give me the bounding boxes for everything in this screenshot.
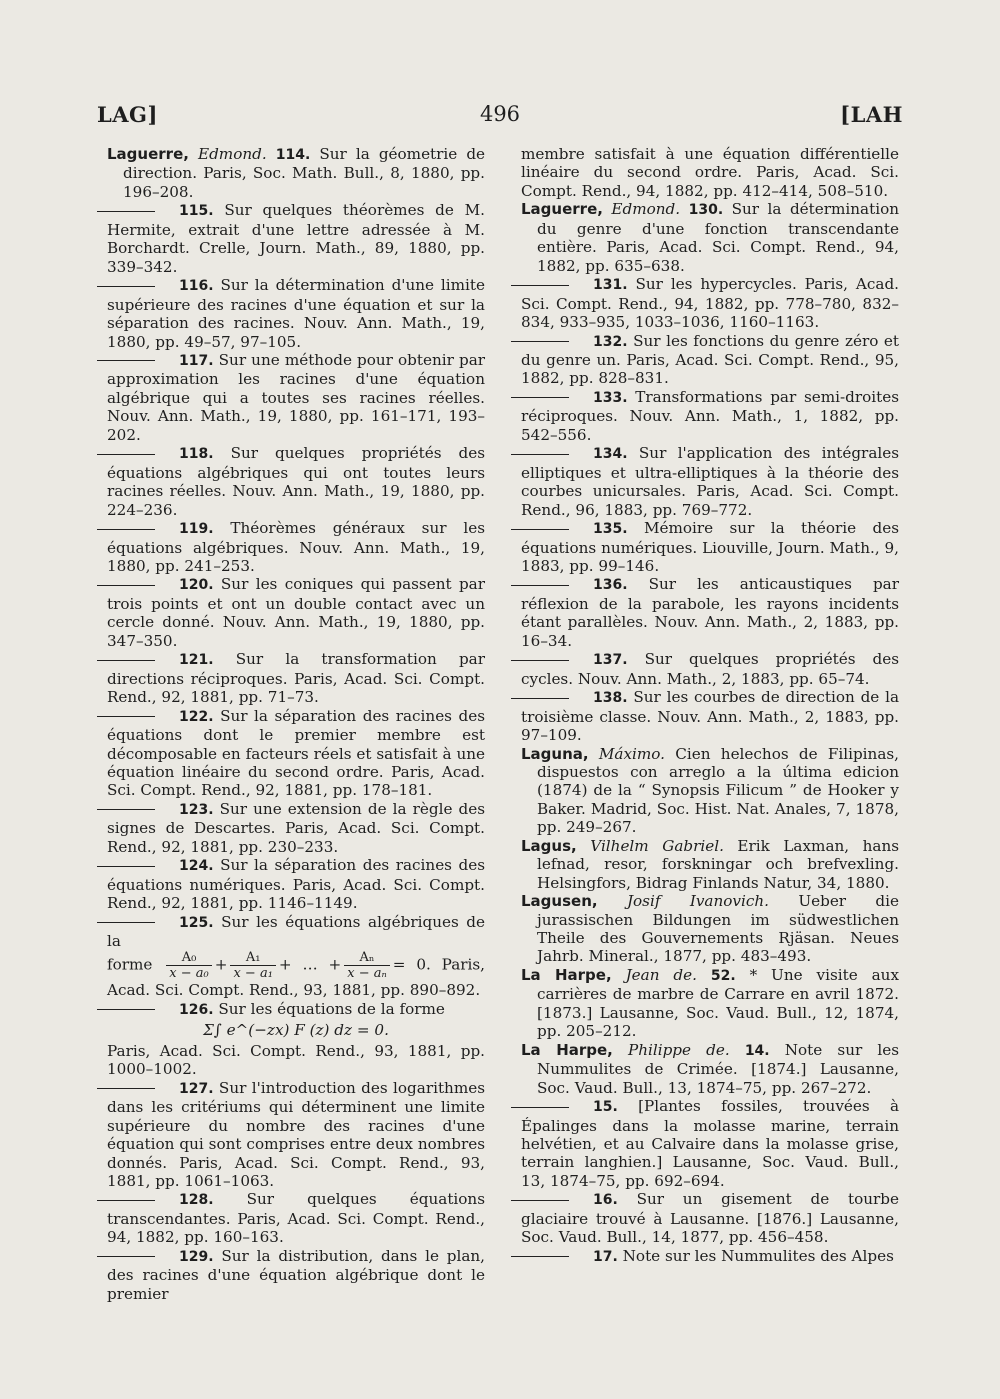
entry-number: 132. xyxy=(593,333,628,350)
entry-text: Cien helechos de Filipinas, dispuestos con arreglo a la última edicion (1874) de la “ Synopsis Filicum ” de Hooker y Baker. Madrid, Soc. Hist. Nat. Anales, 7, 1878, pp. 249–267. xyxy=(537,744,900,837)
ditto-dash xyxy=(97,211,155,212)
ditto-dash xyxy=(511,585,569,586)
bib-entry xyxy=(107,575,485,650)
entry-number: 129. xyxy=(179,1248,214,1265)
right-column xyxy=(521,145,899,1266)
entry-number: 118. xyxy=(179,446,214,463)
entry-text: Sur les coniques qui passent par trois points et ont un double contact avec un cercle donné. Nouv. Ann. Math., 19, 1880, pp. 347–350. xyxy=(107,575,485,650)
entry-number: 121. xyxy=(179,652,214,669)
bib-entry xyxy=(107,707,485,800)
entry-number: 14. xyxy=(744,1042,770,1059)
entry-text: Sur quelques équations transcendantes. Paris, Acad. Sci. Compt. Rend., 94, 1882, pp. 160–163. xyxy=(107,1190,485,1247)
entry-text: membre satisfait à une équation différentielle linéaire du second ordre. Paris, Acad. Sci. Compt. Rend., 94, 1882, pp. 412–414, 508–510. xyxy=(521,145,899,200)
bib-entry: 125. Sur les équations algébriques de la forme $\frac{\text{A₀}}{\text{x − a₀}}$ + $\frac{\text{A₁}}{\text{x − a₁}}$ + … + $\frac{\text{Aₙ}}{\text{x − aₙ}}$ = 0. Paris, Acad. Sci. Compt. Rend., 93, 1881, pp. 890–892. xyxy=(107,913,485,1000)
entry-text: [Plantes fossiles, trouvées à Épalinges dans la molasse marine, terrain helvétien, et au Calvaire dans la molasse grise, terrain langhien.] Lausanne, Soc. Vaud. Bull., 13, 1874–75, pp. 692–694. xyxy=(521,1097,900,1190)
bib-entry xyxy=(107,351,485,444)
entry-number: 114. xyxy=(275,147,311,163)
entry-number: 134. xyxy=(593,446,628,463)
entry-number: 136. xyxy=(593,577,628,594)
entry-number: 126. xyxy=(179,1001,214,1018)
author-name: Laguna, xyxy=(521,744,589,763)
ditto-dash xyxy=(97,286,155,287)
entry-text: Théorèmes généraux sur les équations algébriques. Nouv. Ann. Math., 19, 1880, pp. 241–253. xyxy=(107,519,485,575)
entry-text: Sur la détermination d'une limite supérieure des racines d'une équation et sur la séparation des racines. Nouv. Ann. Math., 19, 1880, pp. 49–57, 97–105. xyxy=(107,276,485,351)
bib-entry xyxy=(521,275,899,331)
fraction: $\frac{\text{Aₙ}}{\text{x − aₙ}}$ xyxy=(344,950,390,981)
bib-entry xyxy=(521,650,899,688)
page-header xyxy=(97,102,903,132)
fraction: $\frac{\text{A₀}}{\text{x − a₀}}$ xyxy=(166,950,211,981)
entry-number: 15. xyxy=(593,1099,618,1116)
entry-number: 119. xyxy=(179,521,214,538)
bib-entry xyxy=(107,1079,485,1191)
entry-text: Ueber die jurassischen Bildungen im südwestlichen Theile des Gouvernements Rjäsan. Neues Jahrb. Mineral., 1877, pp. 483–493. xyxy=(537,892,900,966)
bib-entry-continued xyxy=(521,145,899,200)
author-given: Philippe de. xyxy=(628,1040,730,1059)
bib-entry xyxy=(521,1041,899,1097)
bib-entry xyxy=(107,800,485,856)
ditto-dash xyxy=(97,1200,155,1201)
formula: Σ∫ e^(−zx) F (z) dz = 0. xyxy=(203,1021,389,1040)
author-name: La Harpe, xyxy=(521,1040,613,1059)
entry-text: Sur les hypercycles. Paris, Acad. Sci. Compt. Rend., 94, 1882, pp. 778–780, 832–834, 933–935, 1033–1036, 1160–1163. xyxy=(521,275,900,332)
entry-number: 120. xyxy=(179,577,214,594)
entry-number: 137. xyxy=(593,652,628,669)
entry-number: 135. xyxy=(593,521,628,538)
entry-text: Sur l'application des intégrales elliptiques et ultra-elliptiques à la théorie des courbes unicursales. Paris, Acad. Sci. Compt. Rend., 96, 1883, pp. 769–772. xyxy=(521,444,900,519)
bib-entry xyxy=(521,1247,899,1266)
entry-text: Sur une méthode pour obtenir par approximation les racines d'une équation algébrique qui a toutes ses racines réelles. Nouv. Ann. Math., 19, 1880, pp. 161–171, 193–202. xyxy=(107,350,486,444)
entry-number: 125. xyxy=(179,914,214,931)
author-given: Edmond. xyxy=(198,145,267,163)
ditto-dash xyxy=(97,660,155,661)
entry-text: Sur les anticaustiques par réflexion de la parabole, les rayons incidents étant parallèles. Nouv. Ann. Math., 2, 1883, pp. 16–34. xyxy=(521,575,899,650)
entry-number: 115. xyxy=(179,203,214,220)
bib-entry xyxy=(107,444,485,519)
ditto-dash xyxy=(511,397,569,398)
ditto-dash xyxy=(511,285,569,286)
ditto-dash xyxy=(97,1256,155,1257)
bib-entry xyxy=(107,1190,485,1246)
page-number: 496 xyxy=(479,102,521,126)
bib-entry xyxy=(107,1000,485,1079)
ditto-dash xyxy=(511,1200,569,1201)
author-given: Máximo. xyxy=(598,744,666,763)
ditto-dash xyxy=(97,922,155,923)
author-given: Jean de. xyxy=(625,965,697,984)
ditto-dash xyxy=(97,1088,155,1089)
entry-text: Sur quelques propriétés des cycles. Nouv. Ann. Math., 2, 1883, pp. 65–74. xyxy=(521,650,900,688)
entry-text: Paris, Acad. Sci. Compt. Rend., 93, 1881, pp. 890–892. xyxy=(107,955,485,1000)
ditto-dash xyxy=(97,360,155,361)
author-name: La Harpe, xyxy=(521,965,612,984)
left-column xyxy=(107,145,485,1303)
bib-entry xyxy=(521,837,899,892)
bib-entry xyxy=(521,688,899,744)
formula-lead: forme xyxy=(107,955,153,974)
entry-number: 17. xyxy=(593,1248,618,1265)
formula-eq: = 0. xyxy=(392,955,431,974)
entry-text: * Une visite aux carrières de marbre de Carrare en avril 1872. [1873.] Lausanne, Soc. Vaud. Bull., 12, 1874, pp. 205–212. xyxy=(537,965,900,1041)
entry-text: Note sur les Nummulites de Crimée. [1874.] Lausanne, Soc. Vaud. Bull., 13, 1874–75, pp. 267–272. xyxy=(537,1040,899,1097)
entry-text: Sur les courbes de direction de la troisième classe. Nouv. Ann. Math., 2, 1883, pp. 97–109. xyxy=(521,688,900,745)
entry-number: 128. xyxy=(179,1192,214,1209)
entry-number: 124. xyxy=(179,858,214,875)
entry-number: 117. xyxy=(179,352,214,369)
entry-text: Sur l'introduction des logarithmes dans les critériums qui déterminent une limite supérieure du nombre des racines d'une équation qui sont comprises entre deux nombres donnés. Paris, Acad. Sci. Compt. Rend., 93, 1881, pp. 1061–1063. xyxy=(107,1078,486,1191)
entry-text: Sur la séparation des racines des équations dont le premier membre est décomposable en facteurs réels et satisfait à une équation linéaire du second ordre. Paris, Acad. Sci. Compt. Rend., 92, 1881, pp. 178–181. xyxy=(107,706,485,800)
entry-text: Sur la distribution, dans le plan, des racines d'une équation algébrique dont le premier xyxy=(107,1246,486,1303)
ditto-dash xyxy=(511,698,569,699)
bib-entry xyxy=(107,1247,485,1303)
entry-text: Sur une extension de la règle des signes de Descartes. Paris, Acad. Sci. Compt. Rend., 92, 1881, pp. 230–233. xyxy=(107,799,486,856)
ditto-dash xyxy=(97,716,155,717)
bib-entry xyxy=(107,519,485,575)
entry-number: 123. xyxy=(179,801,214,818)
bib-entry xyxy=(521,1190,899,1246)
entry-text: Sur la géometrie de direction. Paris, Soc. Math. Bull., 8, 1880, pp. 196–208. xyxy=(123,145,486,201)
entry-text: Mémoire sur la théorie des équations numériques. Liouville, Journ. Math., 9, 1883, pp. 99–146. xyxy=(521,519,900,575)
entry-text: Sur les équations de la forme xyxy=(218,999,445,1018)
author-given: Josif Ivanovich. xyxy=(626,892,769,911)
entry-text: Sur les fonctions du genre zéro et du genre un. Paris, Acad. Sci. Compt. Rend., 95, 1882, pp. 828–831. xyxy=(521,331,899,388)
formula-mid: + … + xyxy=(278,955,342,974)
entry-number: 130. xyxy=(688,202,724,219)
bib-entry xyxy=(521,1097,899,1190)
ditto-dash xyxy=(97,529,155,530)
author-given: Vilhelm Gabriel. xyxy=(590,836,724,855)
bib-entry xyxy=(521,444,899,519)
entry-text: Note sur les Nummulites des Alpes xyxy=(622,1246,894,1265)
entry-number: 116. xyxy=(179,278,214,295)
header-left: LAG] xyxy=(97,102,158,127)
entry-text: Sur la transformation par directions réciproques. Paris, Acad. Sci. Compt. Rend., 92, 1881, pp. 71–73. xyxy=(107,650,485,707)
entry-number: 16. xyxy=(593,1192,618,1209)
bib-entry xyxy=(107,650,485,706)
ditto-dash xyxy=(97,585,155,586)
entry-number: 131. xyxy=(593,277,628,294)
entry-text: Paris, Acad. Sci. Compt. Rend., 93, 1881, pp. 1000–1002. xyxy=(107,1041,485,1079)
fraction: $\frac{\text{A₁}}{\text{x − a₁}}$ xyxy=(230,950,275,981)
entry-text: Sur quelques propriétés des équations algébriques qui ont toutes leurs racines réelles. Nouv. Ann. Math., 19, 1880, pp. 224–236. xyxy=(107,444,486,519)
bib-entry xyxy=(521,745,899,837)
ditto-dash xyxy=(511,1256,569,1257)
author-name: Laguerre, xyxy=(521,200,603,219)
ditto-dash xyxy=(511,1107,569,1108)
entry-text: Sur la séparation des racines des équations numériques. Paris, Acad. Sci. Compt. Rend., 92, 1881, pp. 1146–1149. xyxy=(107,856,485,913)
bib-entry xyxy=(107,856,485,912)
entry-number: 52. xyxy=(710,967,736,984)
entry-number: 138. xyxy=(593,690,628,707)
bib-entry xyxy=(521,575,899,650)
entry-text: Transformations par semi-droites réciproques. Nouv. Ann. Math., 1, 1882, pp. 542–556. xyxy=(521,387,899,444)
entry-text: Sur les équations algébriques de la xyxy=(107,912,486,951)
author-given: Edmond. xyxy=(611,200,681,219)
bib-entry xyxy=(107,201,485,276)
bib-entry xyxy=(521,332,899,388)
author-name: Laguerre, xyxy=(107,145,189,163)
bib-entry xyxy=(521,966,899,1041)
ditto-dash xyxy=(511,529,569,530)
ditto-dash xyxy=(97,809,155,810)
entry-number: 127. xyxy=(179,1080,214,1097)
bib-entry xyxy=(521,200,899,275)
bib-entry xyxy=(521,892,899,966)
bib-entry xyxy=(107,276,485,351)
entry-text: Sur un gisement de tourbe glaciaire trouvé à Lausanne. [1876.] Lausanne, Soc. Vaud. Bull., 14, 1877, pp. 456–458. xyxy=(521,1190,899,1247)
ditto-dash xyxy=(511,660,569,661)
entry-number: 133. xyxy=(593,389,628,406)
header-right: [LAH xyxy=(840,102,903,127)
author-name: Lagus, xyxy=(521,836,577,855)
ditto-dash xyxy=(511,341,569,342)
entry-number: 122. xyxy=(179,708,214,725)
ditto-dash xyxy=(97,866,155,867)
bib-entry xyxy=(521,519,899,575)
ditto-dash xyxy=(511,454,569,455)
entry-text: Sur quelques théorèmes de M. Hermite, extrait d'une lettre adressée à M. Borchardt. Crelle, Journ. Math., 89, 1880, pp. 339–342. xyxy=(107,201,485,276)
ditto-dash xyxy=(97,1009,155,1010)
bib-entry xyxy=(107,145,485,201)
entry-text: Erik Laxman, hans lefnad, resor, forskningar och brefvexling. Helsingfors, Bidrag Finlands Natur, 34, 1880. xyxy=(537,836,900,892)
bib-entry xyxy=(521,388,899,444)
author-name: Lagusen, xyxy=(521,892,598,911)
entry-text: Sur la détermination du genre d'une fonction transcendante entière. Paris, Acad. Sci. Compt. Rend., 94, 1882, pp. 635–638. xyxy=(537,200,899,275)
ditto-dash xyxy=(97,454,155,455)
